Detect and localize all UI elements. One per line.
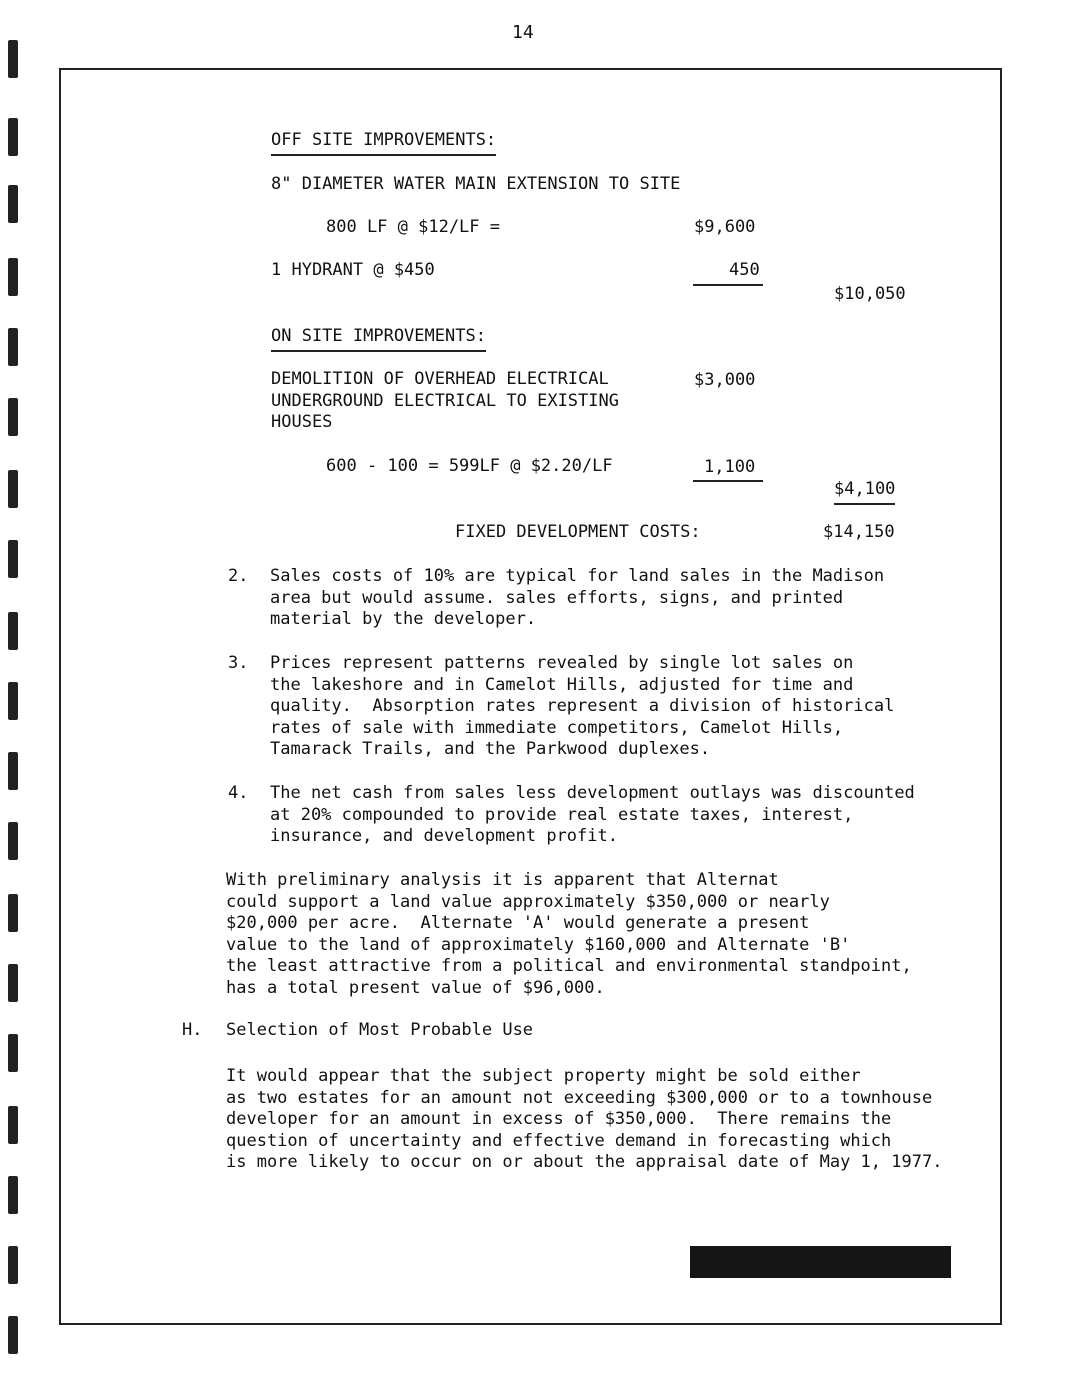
section-line: developer for an amount in excess of $350,000. There remains the (226, 1109, 892, 1129)
hydrant-amount: 450 (729, 260, 760, 280)
section-line: as two estates for an amount not exceeding $300,000 or to a townhouse (226, 1088, 933, 1108)
binding-strip (8, 0, 22, 1380)
section-line: question of uncertainty and effective demand in forecasting which (226, 1131, 892, 1151)
note-line: Sales costs of 10% are typical for land sales in the Madison (270, 566, 885, 586)
section-line: is more likely to occur on or about the appraisal date of May 1, 1977. (226, 1152, 943, 1172)
summary-line: With preliminary analysis it is apparent that Alternat (226, 870, 779, 890)
binding-hole (8, 118, 18, 156)
binding-hole (8, 1034, 18, 1072)
electrical-amount: $3,000 (694, 370, 756, 390)
note-line: rates of sale with immediate competitors, Camelot Hills, (270, 718, 844, 738)
electrical-line3: HOUSES (271, 412, 333, 432)
summary-line: could support a land value approximately $350,000 or nearly (226, 892, 830, 912)
binding-hole (8, 1176, 18, 1214)
binding-hole (8, 682, 18, 720)
water-main-title: 8" DIAMETER WATER MAIN EXTENSION TO SITE (271, 174, 681, 194)
water-main-line1-amount: $9,600 (694, 217, 756, 237)
binding-hole (8, 185, 18, 223)
note-line: Prices represent patterns revealed by single lot sales on (270, 653, 854, 673)
water-main-line1-label: 800 LF @ $12/LF = (326, 217, 500, 237)
on-site-heading: ON SITE IMPROVEMENTS: (271, 326, 486, 352)
binding-hole (8, 258, 18, 296)
off-site-subtotal: $10,050 (834, 284, 906, 304)
note-number: 4. (228, 783, 249, 803)
electrical-line1: DEMOLITION OF OVERHEAD ELECTRICAL (271, 369, 609, 389)
fixed-costs-amount: $14,150 (823, 522, 895, 542)
binding-hole (8, 964, 18, 1002)
binding-hole (8, 398, 18, 436)
note-line: the lakeshore and in Camelot Hills, adjusted for time and (270, 675, 854, 695)
summary-line: the least attractive from a political and environmental standpoint, (226, 956, 912, 976)
section-title: Selection of Most Probable Use (226, 1020, 534, 1040)
hydrant-label: 1 HYDRANT @ $450 (271, 260, 435, 280)
page-number: 14 (512, 22, 534, 43)
section-letter: H. (182, 1020, 203, 1040)
fixed-costs-label: FIXED DEVELOPMENT COSTS: (455, 522, 701, 542)
on-site-subtotal: $4,100 (834, 479, 895, 505)
binding-hole (8, 540, 18, 578)
electrical-line2: UNDERGROUND ELECTRICAL TO EXISTING (271, 391, 619, 411)
note-line: Tamarack Trails, and the Parkwood duplexes. (270, 739, 711, 759)
off-site-heading: OFF SITE IMPROVEMENTS: (271, 130, 496, 156)
binding-hole (8, 1106, 18, 1144)
note-line: at 20% compounded to provide real estate taxes, interest, (270, 805, 854, 825)
note-line: insurance, and development profit. (270, 826, 618, 846)
electrical-calc-amount: 1,100 (704, 457, 756, 477)
binding-hole (8, 40, 18, 78)
binding-hole (8, 894, 18, 932)
note-line: area but would assume. sales efforts, signs, and printed (270, 588, 844, 608)
electrical-calc-label: 600 - 100 = 599LF @ $2.20/LF (326, 456, 613, 476)
note-number: 3. (228, 653, 249, 673)
note-line: material by the developer. (270, 609, 537, 629)
note-line: quality. Absorption rates represent a division of historical (270, 696, 895, 716)
redaction-block (690, 1246, 951, 1278)
note-number: 2. (228, 566, 249, 586)
binding-hole (8, 328, 18, 366)
note-line: The net cash from sales less development outlays was discounted (270, 783, 915, 803)
sum-rule (693, 480, 763, 482)
binding-hole (8, 612, 18, 650)
binding-hole (8, 470, 18, 508)
sum-rule (693, 284, 763, 286)
binding-hole (8, 1246, 18, 1284)
binding-hole (8, 752, 18, 790)
summary-line: $20,000 per acre. Alternate 'A' would generate a present (226, 913, 810, 933)
summary-line: value to the land of approximately $160,000 and Alternate 'B' (226, 935, 851, 955)
binding-hole (8, 822, 18, 860)
binding-hole (8, 1316, 18, 1354)
summary-line: has a total present value of $96,000. (226, 978, 605, 998)
section-line: It would appear that the subject property might be sold either (226, 1066, 861, 1086)
